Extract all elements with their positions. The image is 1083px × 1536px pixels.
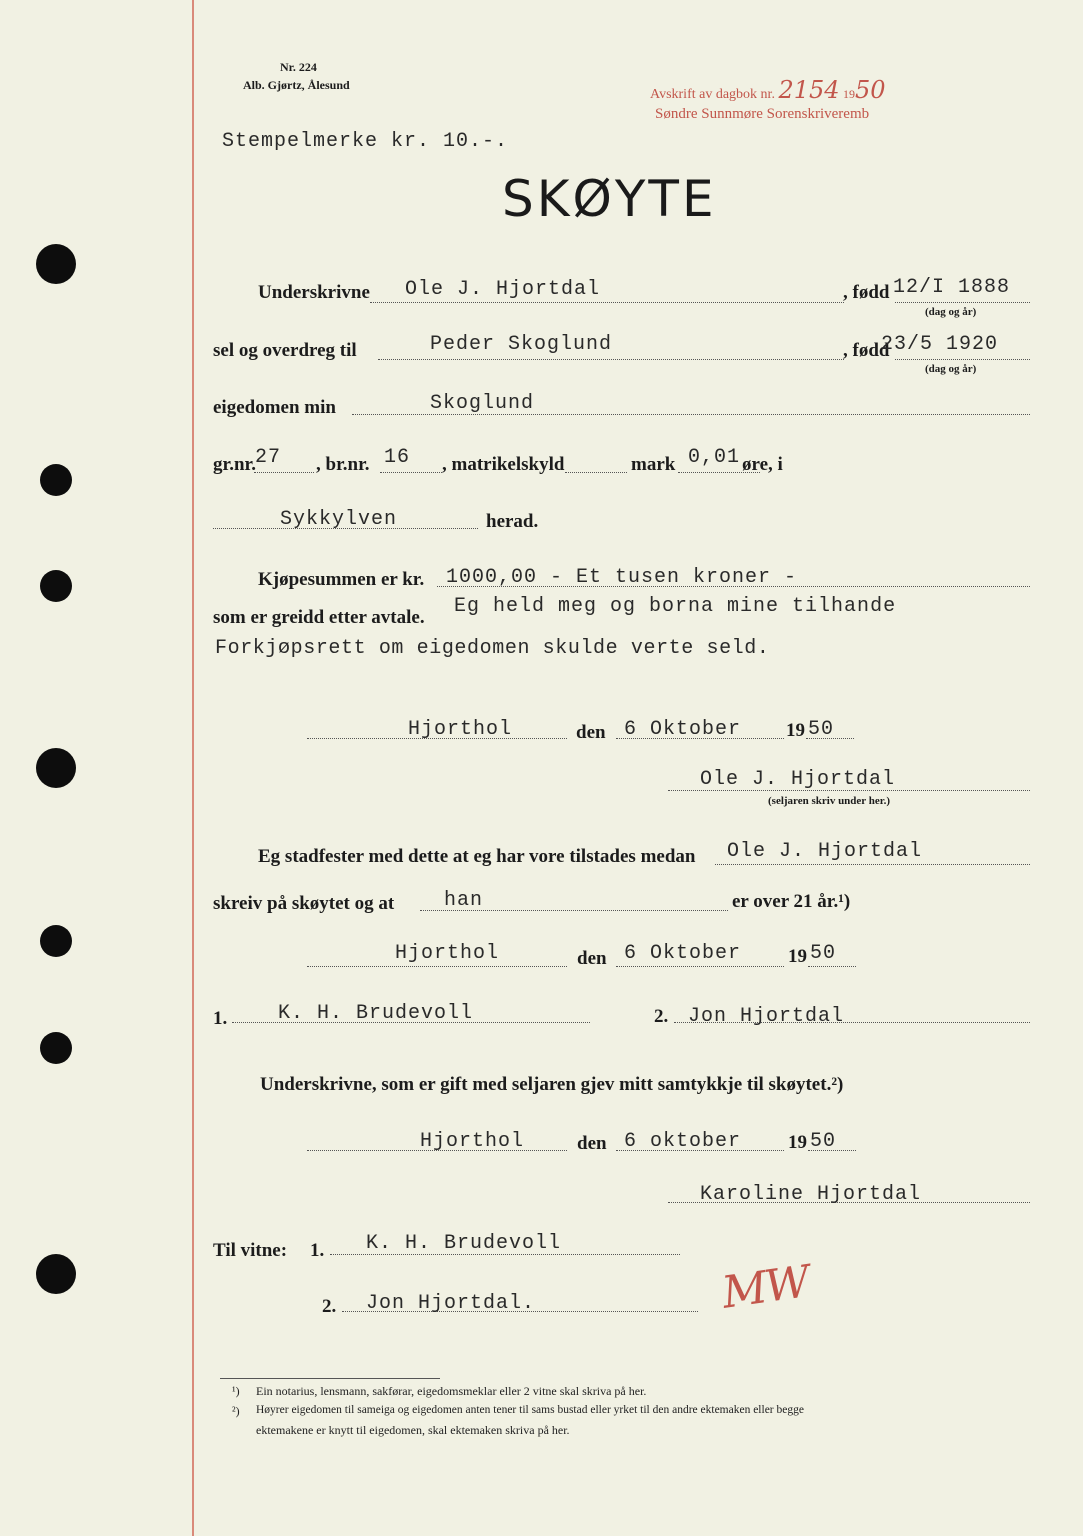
page-title: SKØYTE xyxy=(502,170,717,228)
place1-date: 6 Oktober xyxy=(624,718,742,741)
place2-den: den xyxy=(577,948,607,969)
buyer-born: 23/5 1920 xyxy=(881,333,999,356)
place3-year-prefix: 19 xyxy=(788,1132,807,1153)
footnote-1: Ein notarius, lensmann, sakførar, eigedomsmeklar eller 2 vitne skal skriva på her. xyxy=(256,1384,647,1398)
confirm-line xyxy=(715,864,1030,865)
property-label: eigedomen min xyxy=(213,397,336,418)
price-label: Kjøpesummen er kr. xyxy=(258,569,425,590)
buyer-line xyxy=(378,359,844,360)
confirm-pronoun: han xyxy=(444,889,484,912)
price-amount: 1000,00 - Et tusen kroner - xyxy=(446,566,798,589)
binder-hole xyxy=(40,1032,72,1064)
witness-label: Til vitne: xyxy=(213,1240,288,1261)
place1-year: 50 xyxy=(808,718,835,741)
seller-name: Ole J. Hjortdal xyxy=(405,278,601,301)
place2-year: 50 xyxy=(810,942,837,965)
witness-b1-name: K. H. Brudevoll xyxy=(366,1232,562,1255)
price-text1: Eg held meg og borna mine tilhande xyxy=(454,595,897,618)
place3-date: 6 oktober xyxy=(624,1130,742,1153)
handwritten-initials: MW xyxy=(718,1256,812,1319)
witness2-name: Jon Hjortdal xyxy=(688,1005,845,1028)
footnote-1-mark: ¹) xyxy=(232,1384,240,1398)
confirm-label2: skreiv på skøytet og at xyxy=(213,893,395,914)
brnr-line xyxy=(380,472,442,473)
price-text2: Forkjøpsrett om eigedomen skulde verte seld. xyxy=(215,637,770,660)
place1-year-prefix: 19 xyxy=(786,720,805,741)
margin-line xyxy=(192,0,194,1536)
property-name: Skoglund xyxy=(430,392,535,415)
place2-year-line xyxy=(808,966,856,967)
confirm-label3: er over 21 år.¹) xyxy=(732,891,851,912)
printer-number: Nr. 224 xyxy=(280,60,317,74)
place2-date: 6 Oktober xyxy=(624,942,742,965)
brnr-label: , br.nr. xyxy=(316,454,370,475)
place2-line xyxy=(307,966,567,967)
seller-signature: Ole J. Hjortdal xyxy=(700,768,896,791)
place1-place: Hjorthol xyxy=(408,718,513,741)
witness1-name: K. H. Brudevoll xyxy=(278,1002,474,1025)
journal-stamp-line2: Søndre Sunnmøre Sorenskriveremb xyxy=(655,106,870,122)
binder-hole xyxy=(36,244,76,284)
witness2-number: 2. xyxy=(654,1006,669,1027)
seller-born-hint: (dag og år) xyxy=(925,306,977,318)
buyer-born-label: , fødd xyxy=(843,340,890,361)
confirm-label: Eg stadfester med dette at eg har vore tilstades medan xyxy=(258,846,696,867)
mark-value: 0,01 xyxy=(688,446,741,469)
consent-label: Underskrivne, som er gift med seljaren gjev mitt samtykkje til skøytet.²) xyxy=(260,1074,844,1095)
seller-born-label: , fødd xyxy=(843,282,890,303)
place3-year: 50 xyxy=(810,1130,837,1153)
binder-hole xyxy=(40,925,72,957)
printer-name: Alb. Gjørtz, Ålesund xyxy=(243,78,350,92)
footnote-2a: Høyrer eigedomen til sameiga og eigedomen anten tener til sams bustad eller yrket til den andre ektemaken eller begge xyxy=(256,1404,804,1416)
place2-date-line xyxy=(616,966,784,967)
seller-signature-hint: (seljaren skriv under her.) xyxy=(768,795,891,807)
grnr-label: gr.nr. xyxy=(213,454,256,475)
binder-hole xyxy=(40,464,72,496)
seller-label: Underskrivne xyxy=(258,282,370,303)
seller-born: 12/I 1888 xyxy=(893,276,1011,299)
footnote-rule xyxy=(220,1378,440,1379)
stamp-number: 2154 xyxy=(778,76,840,104)
matrikel-line xyxy=(565,472,627,473)
binder-hole xyxy=(36,748,76,788)
spouse-signature: Karoline Hjortdal xyxy=(700,1183,922,1206)
herad-label: herad. xyxy=(486,511,539,532)
buyer-born-hint: (dag og år) xyxy=(925,363,977,375)
binder-hole xyxy=(36,1254,76,1294)
witness1-number: 1. xyxy=(213,1008,228,1029)
place2-place: Hjorthol xyxy=(395,942,500,965)
place3-place: Hjorthol xyxy=(420,1130,525,1153)
ore-label: øre, i xyxy=(742,454,783,475)
place2-year-prefix: 19 xyxy=(788,946,807,967)
stamp-prefix: Avskrift av dagbok nr. xyxy=(650,87,775,102)
binder-hole xyxy=(40,570,72,602)
stamp-year-prefix: 19 xyxy=(843,87,856,101)
matrikel-label: , matrikelskyld xyxy=(442,454,565,475)
brnr-value: 16 xyxy=(384,446,411,469)
buyer-name: Peder Skoglund xyxy=(430,333,613,356)
seller-born-line xyxy=(895,302,1030,303)
herad-name: Sykkylven xyxy=(280,508,398,531)
mark-label: mark xyxy=(631,454,676,475)
place3-den: den xyxy=(577,1133,607,1154)
price-label2: som er greidd etter avtale. xyxy=(213,607,425,628)
witness-b2-name: Jon Hjortdal. xyxy=(366,1292,536,1315)
buyer-label: sel og overdreg til xyxy=(213,340,357,361)
seller-line xyxy=(370,302,844,303)
stamp-fee: Stempelmerke kr. 10.-. xyxy=(222,130,509,153)
place1-den: den xyxy=(576,722,606,743)
witness-b2-number: 2. xyxy=(322,1296,337,1317)
grnr-line xyxy=(254,472,314,473)
buyer-born-line xyxy=(895,359,1030,360)
footnote-2-mark: ²) xyxy=(232,1404,240,1418)
journal-stamp-line1 xyxy=(650,76,886,104)
grnr-value: 27 xyxy=(255,446,282,469)
footnote-2b: ektemakene er knytt til eigedomen, skal ektemaken skriva på her. xyxy=(256,1423,570,1437)
stamp-year: 50 xyxy=(855,76,886,104)
confirm-name: Ole J. Hjortdal xyxy=(727,840,923,863)
witness-b1-number: 1. xyxy=(310,1240,325,1261)
